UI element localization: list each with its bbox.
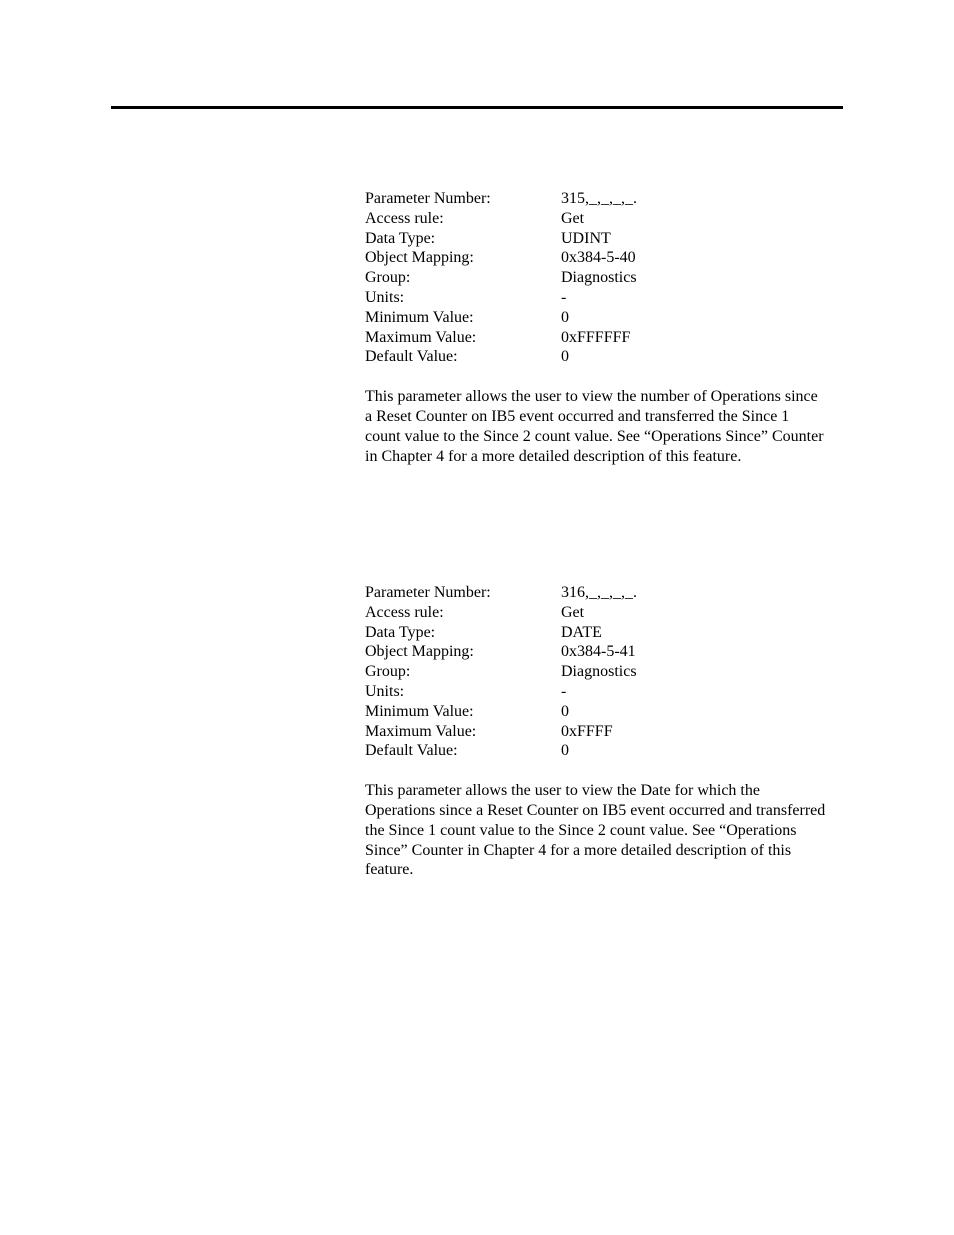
row-label: Units: (365, 682, 405, 700)
row-value: DATE (561, 623, 602, 641)
parameter-row-number (365, 583, 637, 603)
parameter-block-316 (365, 583, 835, 880)
header-rule (111, 106, 843, 109)
row-label: Default Value: (365, 348, 458, 366)
row-label: Maximum Value: (365, 328, 477, 346)
row-label: Data Type: (365, 229, 436, 247)
parameter-row-default (365, 347, 637, 367)
row-label: Parameter Number: (365, 584, 491, 601)
row-value: 0xFFFF (561, 722, 613, 740)
row-label: Units: (365, 288, 405, 306)
row-value: 0x384-5-40 (561, 249, 636, 267)
row-label: Group: (365, 269, 411, 287)
parameter-row-data-type (365, 229, 637, 249)
row-label: Object Mapping: (365, 249, 474, 267)
row-value: 0x384-5-41 (561, 643, 636, 661)
row-label: Access rule: (365, 209, 444, 227)
parameter-description: This parameter allows the user to view the Date for which the Operations since a Reset Counter on IB5 event occurred and transferred the Since 1 count value to the Since 2 count value. See “Operations Since” Counter in Chapter 4 for a more detailed description of this feature. (365, 782, 826, 879)
row-value: Get (561, 603, 585, 621)
row-label: Object Mapping: (365, 643, 474, 661)
parameter-table (365, 189, 637, 367)
row-label: Data Type: (365, 623, 436, 641)
parameter-row-access (365, 209, 637, 229)
parameter-row-minimum (365, 702, 637, 722)
parameter-row-group (365, 268, 637, 288)
parameter-row-data-type (365, 623, 637, 643)
row-value: 315,_,_,_,_. (561, 190, 637, 207)
row-label: Access rule: (365, 603, 444, 621)
row-label: Minimum Value: (365, 308, 474, 326)
row-value: 0 (561, 742, 569, 760)
row-value: 0 (561, 702, 569, 720)
parameter-row-number (365, 189, 637, 209)
parameter-row-default (365, 741, 637, 761)
parameter-row-group (365, 662, 637, 682)
parameter-row-maximum (365, 722, 637, 742)
row-value: Diagnostics (561, 663, 637, 681)
parameter-table (365, 583, 637, 761)
row-label: Group: (365, 663, 411, 681)
parameter-row-units (365, 682, 637, 702)
row-value: Get (561, 209, 585, 227)
row-label: Maximum Value: (365, 722, 477, 740)
row-value: Diagnostics (561, 269, 637, 287)
parameter-row-units (365, 288, 637, 308)
row-label: Parameter Number: (365, 190, 491, 207)
row-value: 0 (561, 348, 569, 366)
row-label: Default Value: (365, 742, 458, 760)
parameter-row-minimum (365, 308, 637, 328)
row-value: - (561, 288, 567, 306)
row-value: 316,_,_,_,_. (561, 584, 637, 601)
row-label: Minimum Value: (365, 702, 474, 720)
row-value: 0xFFFFFF (561, 328, 631, 346)
row-value: - (561, 682, 567, 700)
parameter-row-access (365, 603, 637, 623)
parameter-description: This parameter allows the user to view the number of Operations since a Reset Counter on IB5 event occurred and transferred the Since 1 count value to the Since 2 count value. See “Operations Since” Counter in Chapter 4 for a more detailed description of this feature. (365, 388, 824, 465)
parameter-row-maximum (365, 328, 637, 348)
row-value: 0 (561, 308, 569, 326)
parameter-row-object-mapping (365, 248, 637, 268)
row-value: UDINT (561, 229, 611, 247)
parameter-row-object-mapping (365, 642, 637, 662)
parameter-block-315 (365, 189, 835, 466)
